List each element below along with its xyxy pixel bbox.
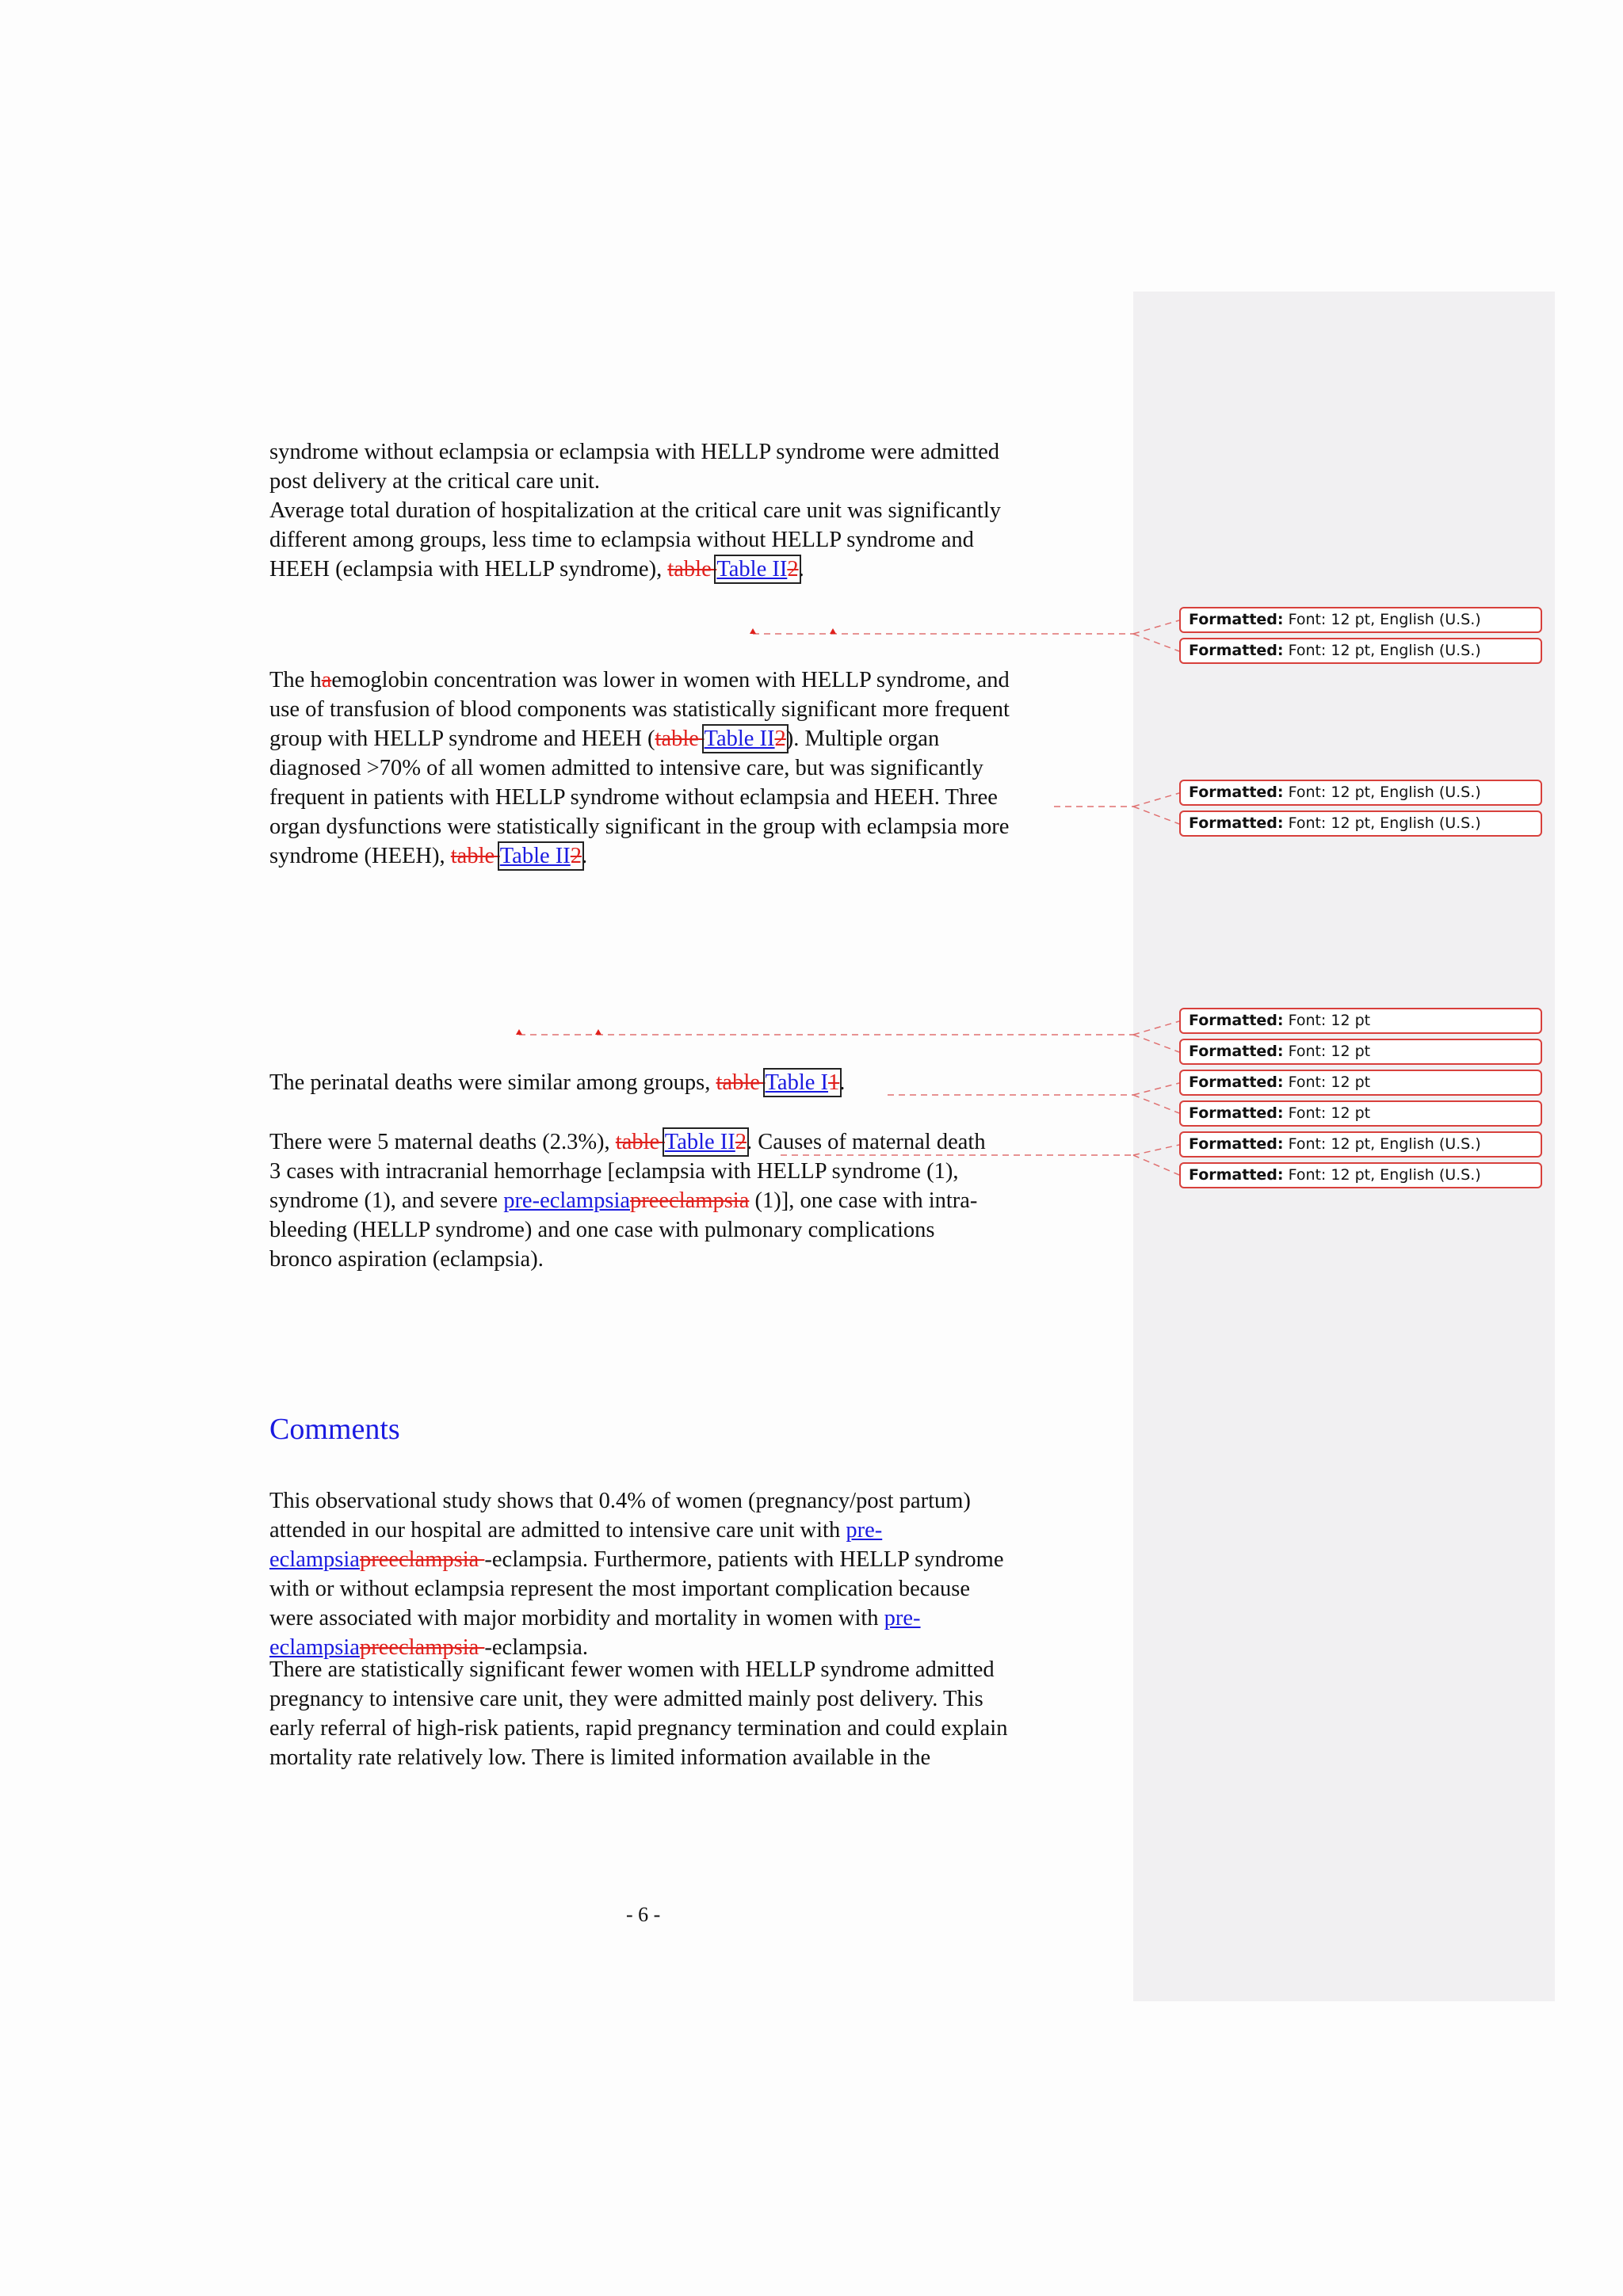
text-run: -eclampsia. Furthermore, patients with HELLP syndrome xyxy=(484,1547,1004,1572)
table-reference[interactable] xyxy=(766,1070,840,1095)
text-line xyxy=(269,1516,1078,1545)
text-line: organ dysfunctions were statistically significant in the group with eclampsia more xyxy=(269,814,1010,839)
text-line: There are statistically significant fewer women with HELLP syndrome admitted xyxy=(269,1657,995,1682)
text-line xyxy=(269,666,1078,695)
balloon-text: Font: 12 pt xyxy=(1288,1043,1371,1060)
balloon-text: Font: 12 pt xyxy=(1288,1104,1371,1122)
text-line xyxy=(269,555,1078,584)
deleted-text: table xyxy=(655,727,705,751)
balloon-label: Formatted: xyxy=(1189,1166,1284,1184)
table-reference[interactable] xyxy=(665,1130,747,1154)
text-run: were associated with major morbidity and mortality in women with xyxy=(269,1606,884,1630)
table-reference[interactable] xyxy=(705,727,786,751)
balloon-text: Font: 12 pt, English (U.S.) xyxy=(1288,814,1481,832)
balloon-label: Formatted: xyxy=(1189,1104,1284,1122)
deleted-text: 2 xyxy=(570,844,582,868)
text-line: pregnancy to intensive care unit, they were admitted mainly post delivery. This xyxy=(269,1687,983,1711)
text-run: ). Multiple organ xyxy=(785,727,940,751)
paragraph-comments xyxy=(269,1486,1078,1772)
text-line: bleeding (HELLP syndrome) and one case with pulmonary complications xyxy=(269,1218,935,1242)
deleted-text: table xyxy=(450,844,500,868)
text-line: post delivery at the critical care unit. xyxy=(269,469,601,494)
balloon-label: Formatted: xyxy=(1189,1135,1284,1153)
format-balloon[interactable] xyxy=(1179,810,1542,837)
deleted-text: table xyxy=(667,557,717,582)
balloon-label: Formatted: xyxy=(1189,1074,1284,1091)
text-line: with or without eclampsia represent the most important complication because xyxy=(269,1577,971,1601)
format-balloon[interactable] xyxy=(1179,780,1542,806)
page-number: - 6 - xyxy=(626,1903,661,1926)
inserted-text: pre- xyxy=(846,1518,883,1543)
table-reference[interactable] xyxy=(500,844,582,868)
text-run: attended in our hospital are admitted to intensive care unit with xyxy=(269,1518,846,1543)
text-run: group with HELLP syndrome and HEEH ( xyxy=(269,727,655,751)
balloon-label: Formatted: xyxy=(1189,642,1284,659)
deleted-text: 2 xyxy=(787,557,799,582)
text-run: . xyxy=(582,844,588,868)
deleted-text: 2 xyxy=(735,1130,747,1154)
paragraph-haemoglobin xyxy=(269,666,1078,871)
text-line xyxy=(269,1127,1078,1157)
text-line xyxy=(269,1545,1078,1574)
deleted-text: 1 xyxy=(828,1070,840,1095)
text-line: frequent in patients with HELLP syndrome without eclampsia and HEEH. Three xyxy=(269,785,998,810)
format-balloon[interactable] xyxy=(1179,1039,1542,1065)
section-heading-comments: Comments xyxy=(269,1413,400,1446)
inserted-text: pre-eclampsia xyxy=(503,1188,631,1213)
paragraph-hospitalization xyxy=(269,437,1078,584)
balloon-text: Font: 12 pt xyxy=(1288,1012,1371,1029)
text-run: emoglobin concentration was lower in women with HELLP syndrome, and xyxy=(331,668,1010,692)
paragraph-perinatal-deaths xyxy=(269,1068,1078,1097)
deleted-text: 2 xyxy=(774,727,786,751)
text-line xyxy=(269,1068,1078,1097)
balloon-text: Font: 12 pt, English (U.S.) xyxy=(1288,784,1481,801)
text-line xyxy=(269,841,1078,871)
format-balloon[interactable] xyxy=(1179,607,1542,633)
inserted-text: eclampsia xyxy=(269,1547,360,1572)
text-line xyxy=(269,724,1078,753)
text-line: different among groups, less time to eclampsia without HELLP syndrome and xyxy=(269,528,974,552)
text-run: syndrome (HEEH), xyxy=(269,844,451,868)
balloon-label: Formatted: xyxy=(1189,1043,1284,1060)
format-balloon[interactable] xyxy=(1179,1100,1542,1127)
balloon-label: Formatted: xyxy=(1189,1012,1284,1029)
text-line: This observational study shows that 0.4% of women (pregnancy/post partum) xyxy=(269,1489,971,1513)
text-run: . Causes of maternal death xyxy=(747,1130,986,1154)
deleted-text: preeclampsia xyxy=(359,1635,485,1660)
balloon-text: Font: 12 pt, English (U.S.) xyxy=(1288,1166,1481,1184)
text-line: Average total duration of hospitalization at the critical care unit was significantly xyxy=(269,498,1002,523)
text-run: (1)], one case with intra- xyxy=(749,1188,978,1213)
text-line: use of transfusion of blood components was statistically significant more frequent xyxy=(269,697,1010,722)
paragraph-maternal-deaths xyxy=(269,1127,1078,1274)
inserted-text: Table II xyxy=(664,1130,735,1154)
format-balloon[interactable] xyxy=(1179,1162,1542,1188)
inserted-text: Table II xyxy=(499,844,571,868)
text-line: bronco aspiration (eclampsia). xyxy=(269,1247,544,1272)
balloon-label: Formatted: xyxy=(1189,814,1284,832)
inserted-text: eclampsia xyxy=(269,1635,360,1660)
text-line: diagnosed >70% of all women admitted to intensive care, but was significantly xyxy=(269,756,983,780)
deleted-text: table xyxy=(615,1130,665,1154)
inserted-text: Table II xyxy=(704,727,775,751)
change-marker xyxy=(595,1029,601,1035)
text-line: mortality rate relatively low. There is limited information available in the xyxy=(269,1745,931,1770)
balloon-text: Font: 12 pt, English (U.S.) xyxy=(1288,611,1481,628)
text-line xyxy=(269,1186,1078,1215)
format-balloon[interactable] xyxy=(1179,1131,1542,1158)
change-marker xyxy=(830,628,836,634)
table-reference[interactable] xyxy=(716,557,798,582)
inserted-text: Table II xyxy=(716,557,788,582)
text-line xyxy=(269,1633,1078,1660)
balloon-text: Font: 12 pt, English (U.S.) xyxy=(1288,1135,1481,1153)
text-run: . xyxy=(839,1070,846,1095)
text-line: early referral of high-risk patients, rapid pregnancy termination and could explain xyxy=(269,1716,1008,1741)
text-run: There were 5 maternal deaths (2.3%), xyxy=(269,1130,616,1154)
text-run: HEEH (eclampsia with HELLP syndrome), xyxy=(269,557,668,582)
text-run: . xyxy=(798,557,804,582)
inserted-text: pre- xyxy=(884,1606,921,1630)
deleted-text: table xyxy=(716,1070,766,1095)
text-line: syndrome without eclampsia or eclampsia with HELLP syndrome were admitted xyxy=(269,440,1000,464)
change-marker xyxy=(516,1029,522,1035)
text-run: The h xyxy=(269,668,322,692)
balloon-label: Formatted: xyxy=(1189,784,1284,801)
text-run: -eclampsia. xyxy=(484,1635,588,1660)
text-run: syndrome (1), and severe xyxy=(269,1188,504,1213)
text-line xyxy=(269,1604,1078,1633)
deleted-text: a xyxy=(321,668,332,692)
balloon-text: Font: 12 pt, English (U.S.) xyxy=(1288,642,1481,659)
deleted-text: preeclampsia xyxy=(359,1547,485,1572)
format-balloon[interactable] xyxy=(1179,1070,1542,1096)
inserted-text: Table I xyxy=(765,1070,829,1095)
balloon-text: Font: 12 pt xyxy=(1288,1074,1371,1091)
format-balloon[interactable] xyxy=(1179,1008,1542,1034)
balloon-label: Formatted: xyxy=(1189,611,1284,628)
change-marker xyxy=(750,628,756,634)
text-run: The perinatal deaths were similar among groups, xyxy=(269,1070,716,1095)
format-balloon[interactable] xyxy=(1179,638,1542,664)
text-line: 3 cases with intracranial hemorrhage [eclampsia with HELLP syndrome (1), xyxy=(269,1159,959,1184)
deleted-text: preeclampsia xyxy=(630,1188,750,1213)
